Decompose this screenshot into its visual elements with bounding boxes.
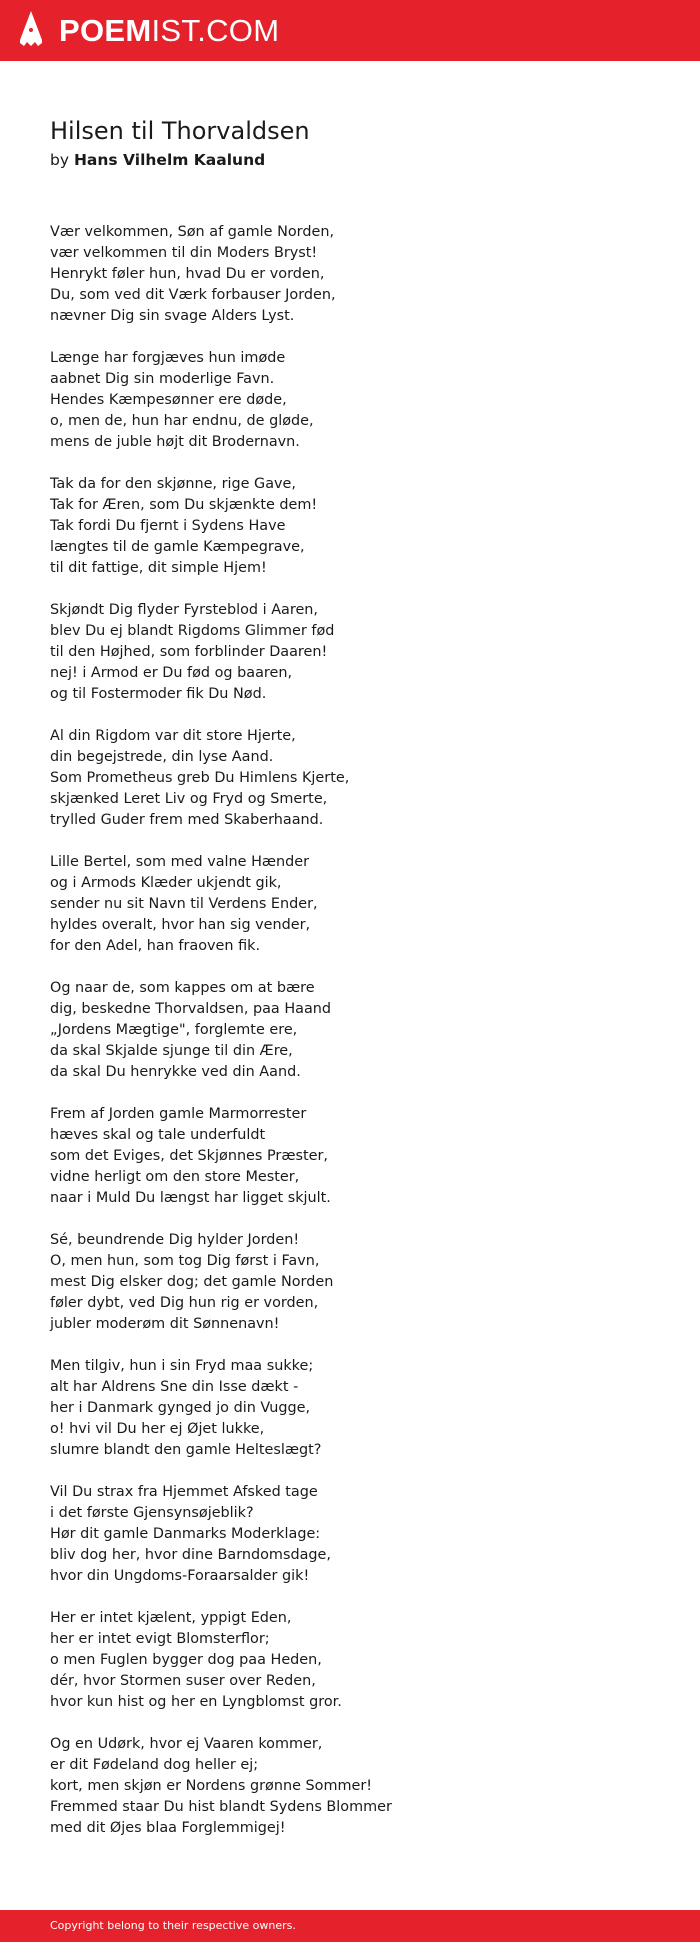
poem-line: dér, hvor Stormen suser over Reden, — [50, 1673, 316, 1689]
poem-line: kort, men skjøn er Nordens grønne Sommer! — [50, 1778, 373, 1794]
pen-nib-icon — [18, 10, 44, 52]
poem-stanza — [50, 600, 650, 705]
poem-line: skjænked Leret Liv og Fryd og Smerte, — [50, 791, 328, 807]
poem-stanza — [50, 348, 650, 453]
poem-line: Som Prometheus greb Du Himlens Kjerte, — [50, 770, 350, 786]
poem-line: føler dybt, ved Dig hun rig er vorden, — [50, 1295, 319, 1311]
poem-line: Frem af Jorden gamle Marmorrester — [50, 1106, 307, 1122]
poem-line: blev Du ej blandt Rigdoms Glimmer fød — [50, 623, 335, 639]
poem-stanza — [50, 1356, 650, 1461]
logo-text-bold: POEM — [59, 13, 152, 48]
poem-line: Al din Rigdom var dit store Hjerte, — [50, 728, 296, 744]
poem-line: naar i Muld Du længst har ligget skjult. — [50, 1190, 331, 1206]
poem-stanza — [50, 1734, 650, 1839]
poem-line: Du, som ved dit Værk forbauser Jorden, — [50, 287, 336, 303]
poem-line: hæves skal og tale underfuldt — [50, 1127, 266, 1143]
poem-line: til dit fattige, dit simple Hjem! — [50, 560, 267, 576]
by-label: by — [50, 151, 70, 169]
poem-line: Og en Udørk, hvor ej Vaaren kommer, — [50, 1736, 323, 1752]
poem-line: da skal Du henrykke ved din Aand. — [50, 1064, 301, 1080]
poem-line: Fremmed staar Du hist blandt Sydens Blommer — [50, 1799, 392, 1815]
poem-line: O, men hun, som tog Dig først i Favn, — [50, 1253, 320, 1269]
poem-line: Vil Du strax fra Hjemmet Afsked tage — [50, 1484, 318, 1500]
poem-line: Sé, beundrende Dig hylder Jorden! — [50, 1232, 300, 1248]
poem-line: og til Fostermoder fik Du Nød. — [50, 686, 267, 702]
poem-stanza — [50, 1104, 650, 1209]
site-header — [0, 0, 700, 61]
poem-byline — [50, 149, 650, 171]
poem-line: Her er intet kjælent, yppigt Eden, — [50, 1610, 292, 1626]
poem-line: slumre blandt den gamle Helteslægt? — [50, 1442, 322, 1458]
poem-line: „Jordens Mægtige", forglemte ere, — [50, 1022, 298, 1038]
logo-text-light: IST.COM — [151, 13, 280, 48]
poem-line: her i Danmark gynged jo din Vugge, — [50, 1400, 311, 1416]
poem-line: mens de juble højt dit Brodernavn. — [50, 434, 300, 450]
poem-line: trylled Guder frem med Skaberhaand. — [50, 812, 324, 828]
poem-line: Henrykt føler hun, hvad Du er vorden, — [50, 266, 325, 282]
poem-line: vær velkommen til din Moders Bryst! — [50, 245, 318, 261]
poem-stanza — [50, 1482, 650, 1587]
poem-line: hvor din Ungdoms-Foraarsalder gik! — [50, 1568, 310, 1584]
poem-line: Lille Bertel, som med valne Hænder — [50, 854, 310, 870]
poem-stanza — [50, 726, 650, 831]
poem-line: vidne herligt om den store Mester, — [50, 1169, 300, 1185]
poem-stanza — [50, 978, 650, 1083]
site-footer — [0, 1910, 700, 1942]
footer-copyright: Copyright belong to their respective owners. — [50, 1919, 296, 1932]
poem-line: Tak da for den skjønne, rige Gave, — [50, 476, 296, 492]
poem-line: Og naar de, som kappes om at bære — [50, 980, 315, 996]
poem-line: o men Fuglen bygger dog paa Heden, — [50, 1652, 322, 1668]
poem-line: nævner Dig sin svage Alders Lyst. — [50, 308, 295, 324]
poem-line: aabnet Dig sin moderlige Favn. — [50, 371, 275, 387]
poem-line: i det første Gjensynsøjeblik? — [50, 1505, 254, 1521]
poem-line: din begejstrede, din lyse Aand. — [50, 749, 274, 765]
poem-line: og i Armods Klæder ukjendt gik, — [50, 875, 282, 891]
poem-line: bliv dog her, hvor dine Barndomsdage, — [50, 1547, 331, 1563]
poem-content — [50, 114, 650, 1860]
poem-line: her er intet evigt Blomsterflor; — [50, 1631, 270, 1647]
poem-stanza — [50, 1230, 650, 1335]
poem-line: o! hvi vil Du her ej Øjet lukke, — [50, 1421, 265, 1437]
poem-line: o, men de, hun har endnu, de gløde, — [50, 413, 314, 429]
poem-line: Hør dit gamle Danmarks Moderklage: — [50, 1526, 321, 1542]
poem-line: til den Højhed, som forblinder Daaren! — [50, 644, 328, 660]
poem-line: Hendes Kæmpesønner ere døde, — [50, 392, 287, 408]
poem-line: Men tilgiv, hun i sin Fryd maa sukke; — [50, 1358, 314, 1374]
poem-body — [50, 222, 650, 1839]
author-name[interactable]: Hans Vilhelm Kaalund — [73, 151, 266, 169]
poem-stanza — [50, 474, 650, 579]
poem-line: da skal Skjalde sjunge til din Ære, — [50, 1043, 293, 1059]
poem-line: Skjøndt Dig flyder Fyrsteblod i Aaren, — [50, 602, 319, 618]
poem-line: for den Adel, han fraoven fik. — [50, 938, 261, 954]
poem-line: hyldes overalt, hvor han sig vender, — [50, 917, 311, 933]
poem-stanza — [50, 222, 650, 327]
poem-line: som det Eviges, det Skjønnes Præster, — [50, 1148, 328, 1164]
poem-line: mest Dig elsker dog; det gamle Norden — [50, 1274, 334, 1290]
poem-line: Vær velkommen, Søn af gamle Norden, — [50, 224, 335, 240]
poem-line: sender nu sit Navn til Verdens Ender, — [50, 896, 318, 912]
site-logo-link[interactable] — [18, 10, 279, 52]
poem-line: Længe har forgjæves hun imøde — [50, 350, 286, 366]
poem-line: med dit Øjes blaa Forglemmigej! — [50, 1820, 286, 1836]
poem-line: nej! i Armod er Du fød og baaren, — [50, 665, 293, 681]
poem-line: længtes til de gamle Kæmpegrave, — [50, 539, 305, 555]
poem-line: dig, beskedne Thorvaldsen, paa Haand — [50, 1001, 332, 1017]
site-logo-text — [59, 15, 279, 46]
poem-line: hvor kun hist og her en Lyngblomst gror. — [50, 1694, 342, 1710]
poem-line: jubler moderøm dit Sønnenavn! — [50, 1316, 280, 1332]
poem-line: er dit Fødeland dog heller ej; — [50, 1757, 259, 1773]
poem-stanza — [50, 852, 650, 957]
poem-line: alt har Aldrens Sne din Isse dækt - — [50, 1379, 299, 1395]
poem-line: Tak for Æren, som Du skjænkte dem! — [50, 497, 318, 513]
poem-line: Tak fordi Du fjernt i Sydens Have — [50, 518, 286, 534]
poem-title: Hilsen til Thorvaldsen — [50, 117, 310, 145]
poem-stanza — [50, 1608, 650, 1713]
